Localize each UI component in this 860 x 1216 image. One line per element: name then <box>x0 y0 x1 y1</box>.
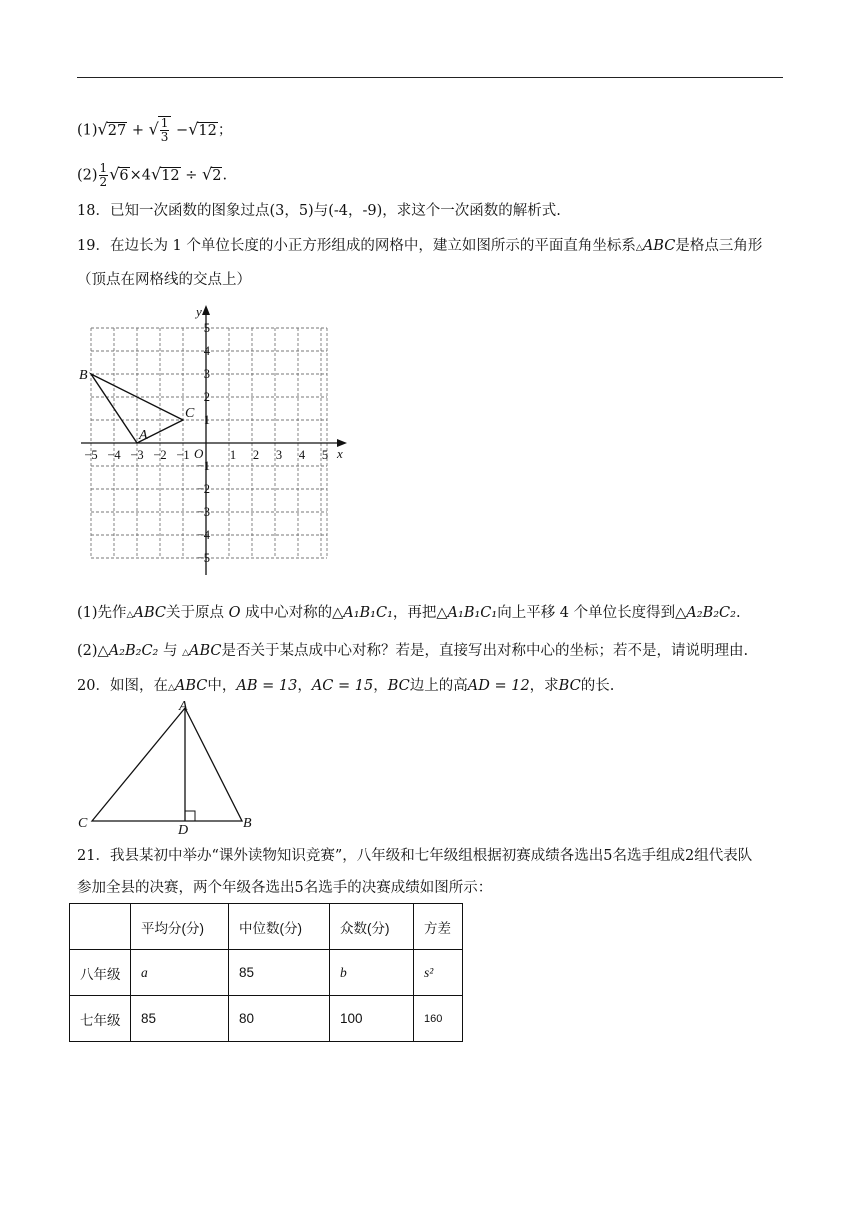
median-cell: 80 <box>229 996 330 1042</box>
q20-text: 20．如图，在△ABC中，AB = 13，AC = 15，BC边上的高AD = 12，求BC的长. <box>77 678 615 694</box>
triangle-altitude-figure <box>72 697 262 837</box>
y-tick: −1 <box>196 459 210 473</box>
radicand-12: 12 <box>198 122 217 139</box>
mean-cell: 85 <box>131 996 229 1042</box>
y-tick: 5 <box>203 321 210 335</box>
axes <box>81 305 347 575</box>
vertex-a-label: A <box>179 699 188 714</box>
table-header-cell: 平均分(分) <box>131 904 229 950</box>
y-tick: −5 <box>196 551 210 565</box>
table-row <box>70 950 463 996</box>
fraction-numerator: 1 <box>160 116 169 130</box>
x-tick: 4 <box>298 448 306 462</box>
header-rule <box>77 77 783 78</box>
coordinate-grid-figure <box>75 300 365 585</box>
x-tick: 3 <box>275 448 283 462</box>
x-tick: 5 <box>321 448 329 462</box>
q21-line1: 21．我县某初中举办“课外读物知识竞赛”，八年级和七年级组根据初赛成绩各选出5名选手组成2组代表队 <box>77 848 753 864</box>
y-tick: 1 <box>203 413 210 427</box>
y-tick: 3 <box>203 367 210 381</box>
median-cell: 85 <box>229 950 330 996</box>
point-a-label: A <box>139 428 148 443</box>
y-axis-label: y <box>196 304 202 319</box>
y-tick: −3 <box>196 505 210 519</box>
q17-part2: (2) $\frac{1}{2}$ √6×4√12 ÷ √2. <box>77 161 228 189</box>
table-header-cell: 众数(分) <box>330 904 414 950</box>
origin-label: O <box>194 446 204 461</box>
x-tick: −1 <box>176 448 190 462</box>
table-header-cell: 方差 <box>414 904 463 950</box>
q17-part1: (1)√27 + √ $\frac{1}{3}$ −√12； <box>77 116 233 144</box>
x-tick: 2 <box>252 448 260 462</box>
q17-part2-label: (2) <box>77 167 98 184</box>
q17-part1-label: (1) <box>77 122 98 139</box>
mean-cell: a <box>131 950 229 996</box>
x-tick: −3 <box>130 448 144 462</box>
right-angle-mark <box>185 811 195 821</box>
vertex-c-label: C <box>78 816 88 831</box>
point-b-label: B <box>79 368 88 383</box>
x-tick: 1 <box>229 448 237 462</box>
q19-sub1: (1)先作△ABC关于原点 O 成中心对称的△A₁B₁C₁，再把△A₁B₁C₁向上平移 4 个单位长度得到△A₂B₂C₂. <box>77 605 741 621</box>
table-header-cell <box>70 904 131 950</box>
q19-line2: （顶点在网格线的交点上） <box>77 272 251 288</box>
q19-line1: 19．在边长为 1 个单位长度的小正方形组成的网格中，建立如图所示的平面直角坐标系△ABC是格点三角形 <box>77 238 763 254</box>
x-tick: −2 <box>153 448 167 462</box>
grade-cell: 八年级 <box>70 950 131 996</box>
point-c-label: C <box>185 406 195 421</box>
vertex-b-label: B <box>243 816 252 831</box>
table-row <box>70 996 463 1042</box>
y-tick: 2 <box>203 390 210 404</box>
x-axis-label: x <box>337 446 343 461</box>
scores-table <box>69 903 463 1042</box>
y-tick: −2 <box>196 482 210 496</box>
mode-cell: b <box>330 950 414 996</box>
radicand-27: 27 <box>107 122 127 139</box>
foot-d-label: D <box>178 823 189 837</box>
q18-text: 18．已知一次函数的图象过点(3，5)与(-4，-9)，求这个一次函数的解析式. <box>77 203 561 219</box>
variance-cell: s² <box>414 950 463 996</box>
x-tick: −4 <box>107 448 121 462</box>
table-header-row <box>70 904 463 950</box>
mode-cell: 100 <box>330 996 414 1042</box>
variance-cell: 160 <box>414 996 463 1042</box>
triangle-abc-q20 <box>92 708 242 821</box>
x-tick: −5 <box>84 448 98 462</box>
q21-line2: 参加全县的决赛，两个年级各选出5名选手的决赛成绩如图所示： <box>77 880 493 896</box>
fraction-denominator: 3 <box>160 130 169 144</box>
y-tick: −4 <box>196 528 210 542</box>
q19-sub2: (2)△A₂B₂C₂ 与 △ABC是否关于某点成中心对称？若是，直接写出对称中心的坐标；若不是，请说明理由. <box>77 643 749 659</box>
grade-cell: 七年级 <box>70 996 131 1042</box>
table-header-cell: 中位数(分) <box>229 904 330 950</box>
y-tick: 4 <box>203 344 210 358</box>
